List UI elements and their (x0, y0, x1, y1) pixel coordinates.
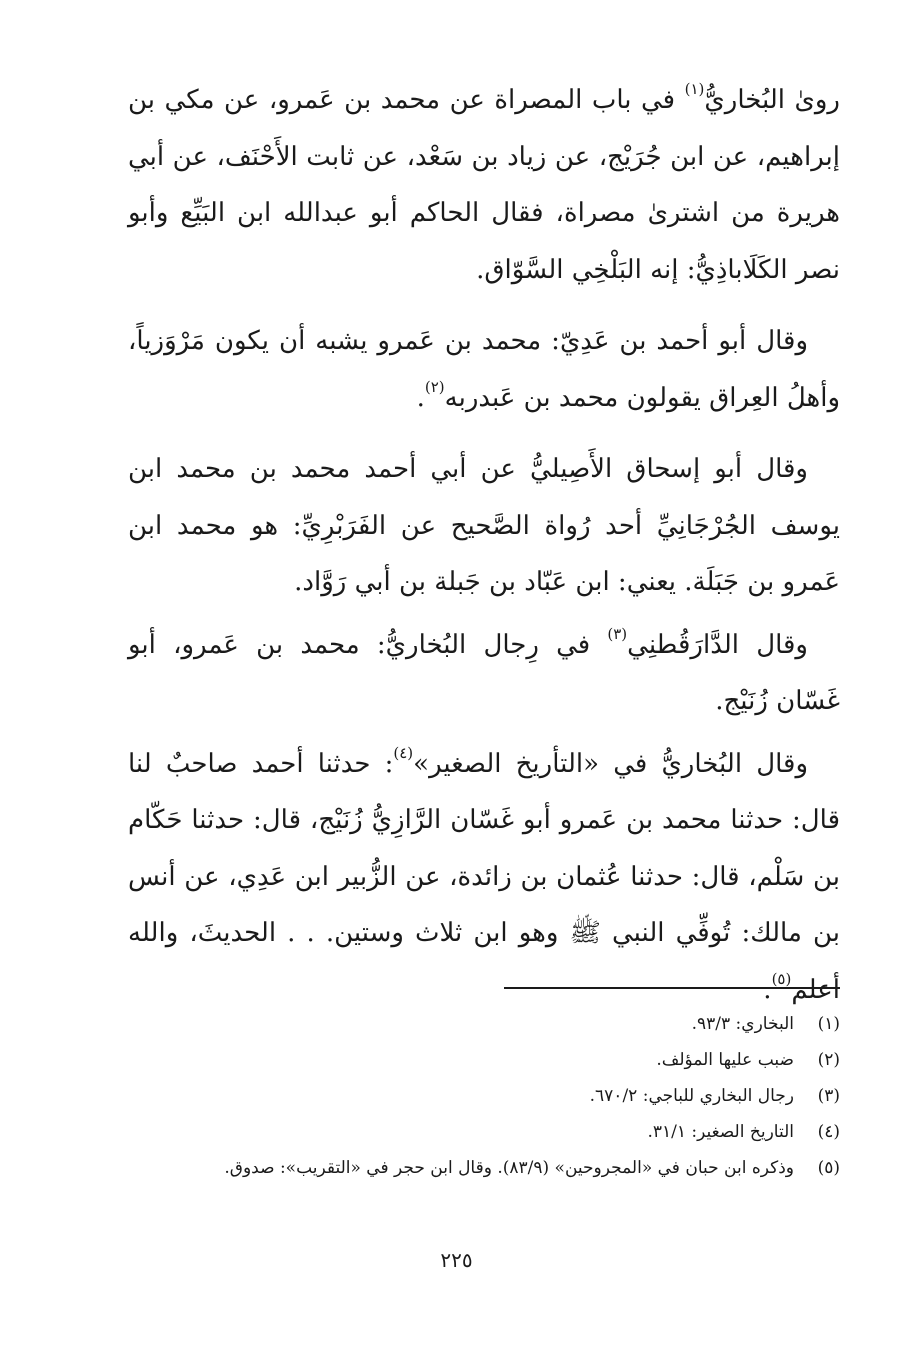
paragraph-1 (128, 72, 840, 298)
paragraph-3 (128, 441, 840, 611)
footnote-5-text: وذكره ابن حبان في «المجروحين» (٨٣/٩). وقال ابن حجر في «التقريب»: صدوق. (224, 1158, 794, 1178)
paragraph-2-text-b: . (416, 382, 425, 413)
footnote-1 (128, 1010, 840, 1038)
footnote-separator (504, 987, 840, 989)
footnote-5 (128, 1154, 840, 1182)
footnote-3-number: (٣) (817, 1086, 840, 1106)
paragraph-4-text-b: في رِجال البُخاريُّ: محمد بن عَمرو، أبو غَسّان زُنَيْج. (128, 629, 840, 716)
paragraph-5-text-c: . (763, 974, 772, 1005)
footnote-2-number: (٢) (817, 1050, 840, 1070)
footnote-3-text: رجال البخاري للباجي: ٦٧٠/٢. (589, 1086, 794, 1106)
paragraph-5-text-a: وقال البُخاريُّ في «التأريخ الصغير» (413, 748, 808, 779)
footnote-ref-2: (٢) (424, 377, 445, 396)
footnote-1-text: البخاري: ٩٣/٣. (691, 1014, 794, 1034)
paragraph-2 (128, 313, 840, 426)
footnote-2 (128, 1046, 840, 1074)
footnote-2-text: ضبب عليها المؤلف. (656, 1050, 794, 1070)
footnote-3 (128, 1082, 840, 1110)
paragraph-2-text-a: وقال أبو أحمد بن عَدِيّ: محمد بن عَمرو يشبه أن يكون مَرْوَزياً، وأهلُ العِراق يقولون محمد بن عَبدربه (128, 326, 840, 413)
footnote-ref-3: (٣) (607, 624, 628, 643)
footnote-4-number: (٤) (817, 1122, 840, 1142)
paragraph-4 (128, 617, 840, 730)
paragraph-1-text-a: روىٰ البُخاريُّ (704, 85, 840, 115)
main-text (128, 72, 840, 1018)
footnote-ref-1: (١) (684, 80, 705, 98)
paragraph-5 (128, 736, 840, 1019)
paragraph-1-text-b: في باب المصراة عن محمد بن عَمرو، عن مكي بن إبراهيم، عن ابن جُرَيْج، عن زياد بن سَعْد، عن ثابت الأَحْنَف، عن أبي هريرة من اشترىٰ مصراة، فقال الحاكم أبو عبدالله ابن البَيِّع وأبو نصر الكَلَاباذِيُّ: إنه البَلْخِي السَّوّاق. (128, 85, 840, 285)
paragraph-4-text-a: وقال الدَّارَقُطنِي (627, 629, 808, 660)
footnote-ref-5: (٥) (771, 969, 792, 988)
footnote-4 (128, 1118, 840, 1146)
footnote-5-number: (٥) (817, 1158, 840, 1178)
paragraph-5-text-b: : حدثنا أحمد صاحبٌ لنا قال: حدثنا محمد بن عَمرو أبو غَسّان الرَّازِيُّ زُنَيْج، قال: حدثنا حَكّام بن سَلْم، قال: حدثنا عُثمان بن زائدة، عن الزُّبير ابن عَدِي، عن أنس بن مالك: تُوفِّي النبي ﷺ وهو ابن ثلاث وستين. . . الحديثَ، والله أعلم (128, 748, 840, 1005)
footnotes (128, 1010, 840, 1190)
footnote-1-number: (١) (817, 1014, 840, 1034)
page-number: ٢٢٥ (440, 1248, 473, 1272)
footnote-ref-4: (٤) (393, 743, 414, 762)
paragraph-3-text: وقال أبو إسحاق الأَصِيليُّ عن أبي أحمد محمد بن محمد ابن يوسف الجُرْجَانِيِّ أحد رُواة الصَّحيح عن الفَرَبْرِيِّ: هو محمد ابن عَمرو بن جَبَلَة. يعني: ابن عَبّاد بن جَبلة بن أبي رَوَّاد. (128, 454, 840, 597)
footnote-4-text: التاريخ الصغير: ٣١/١. (647, 1122, 794, 1142)
